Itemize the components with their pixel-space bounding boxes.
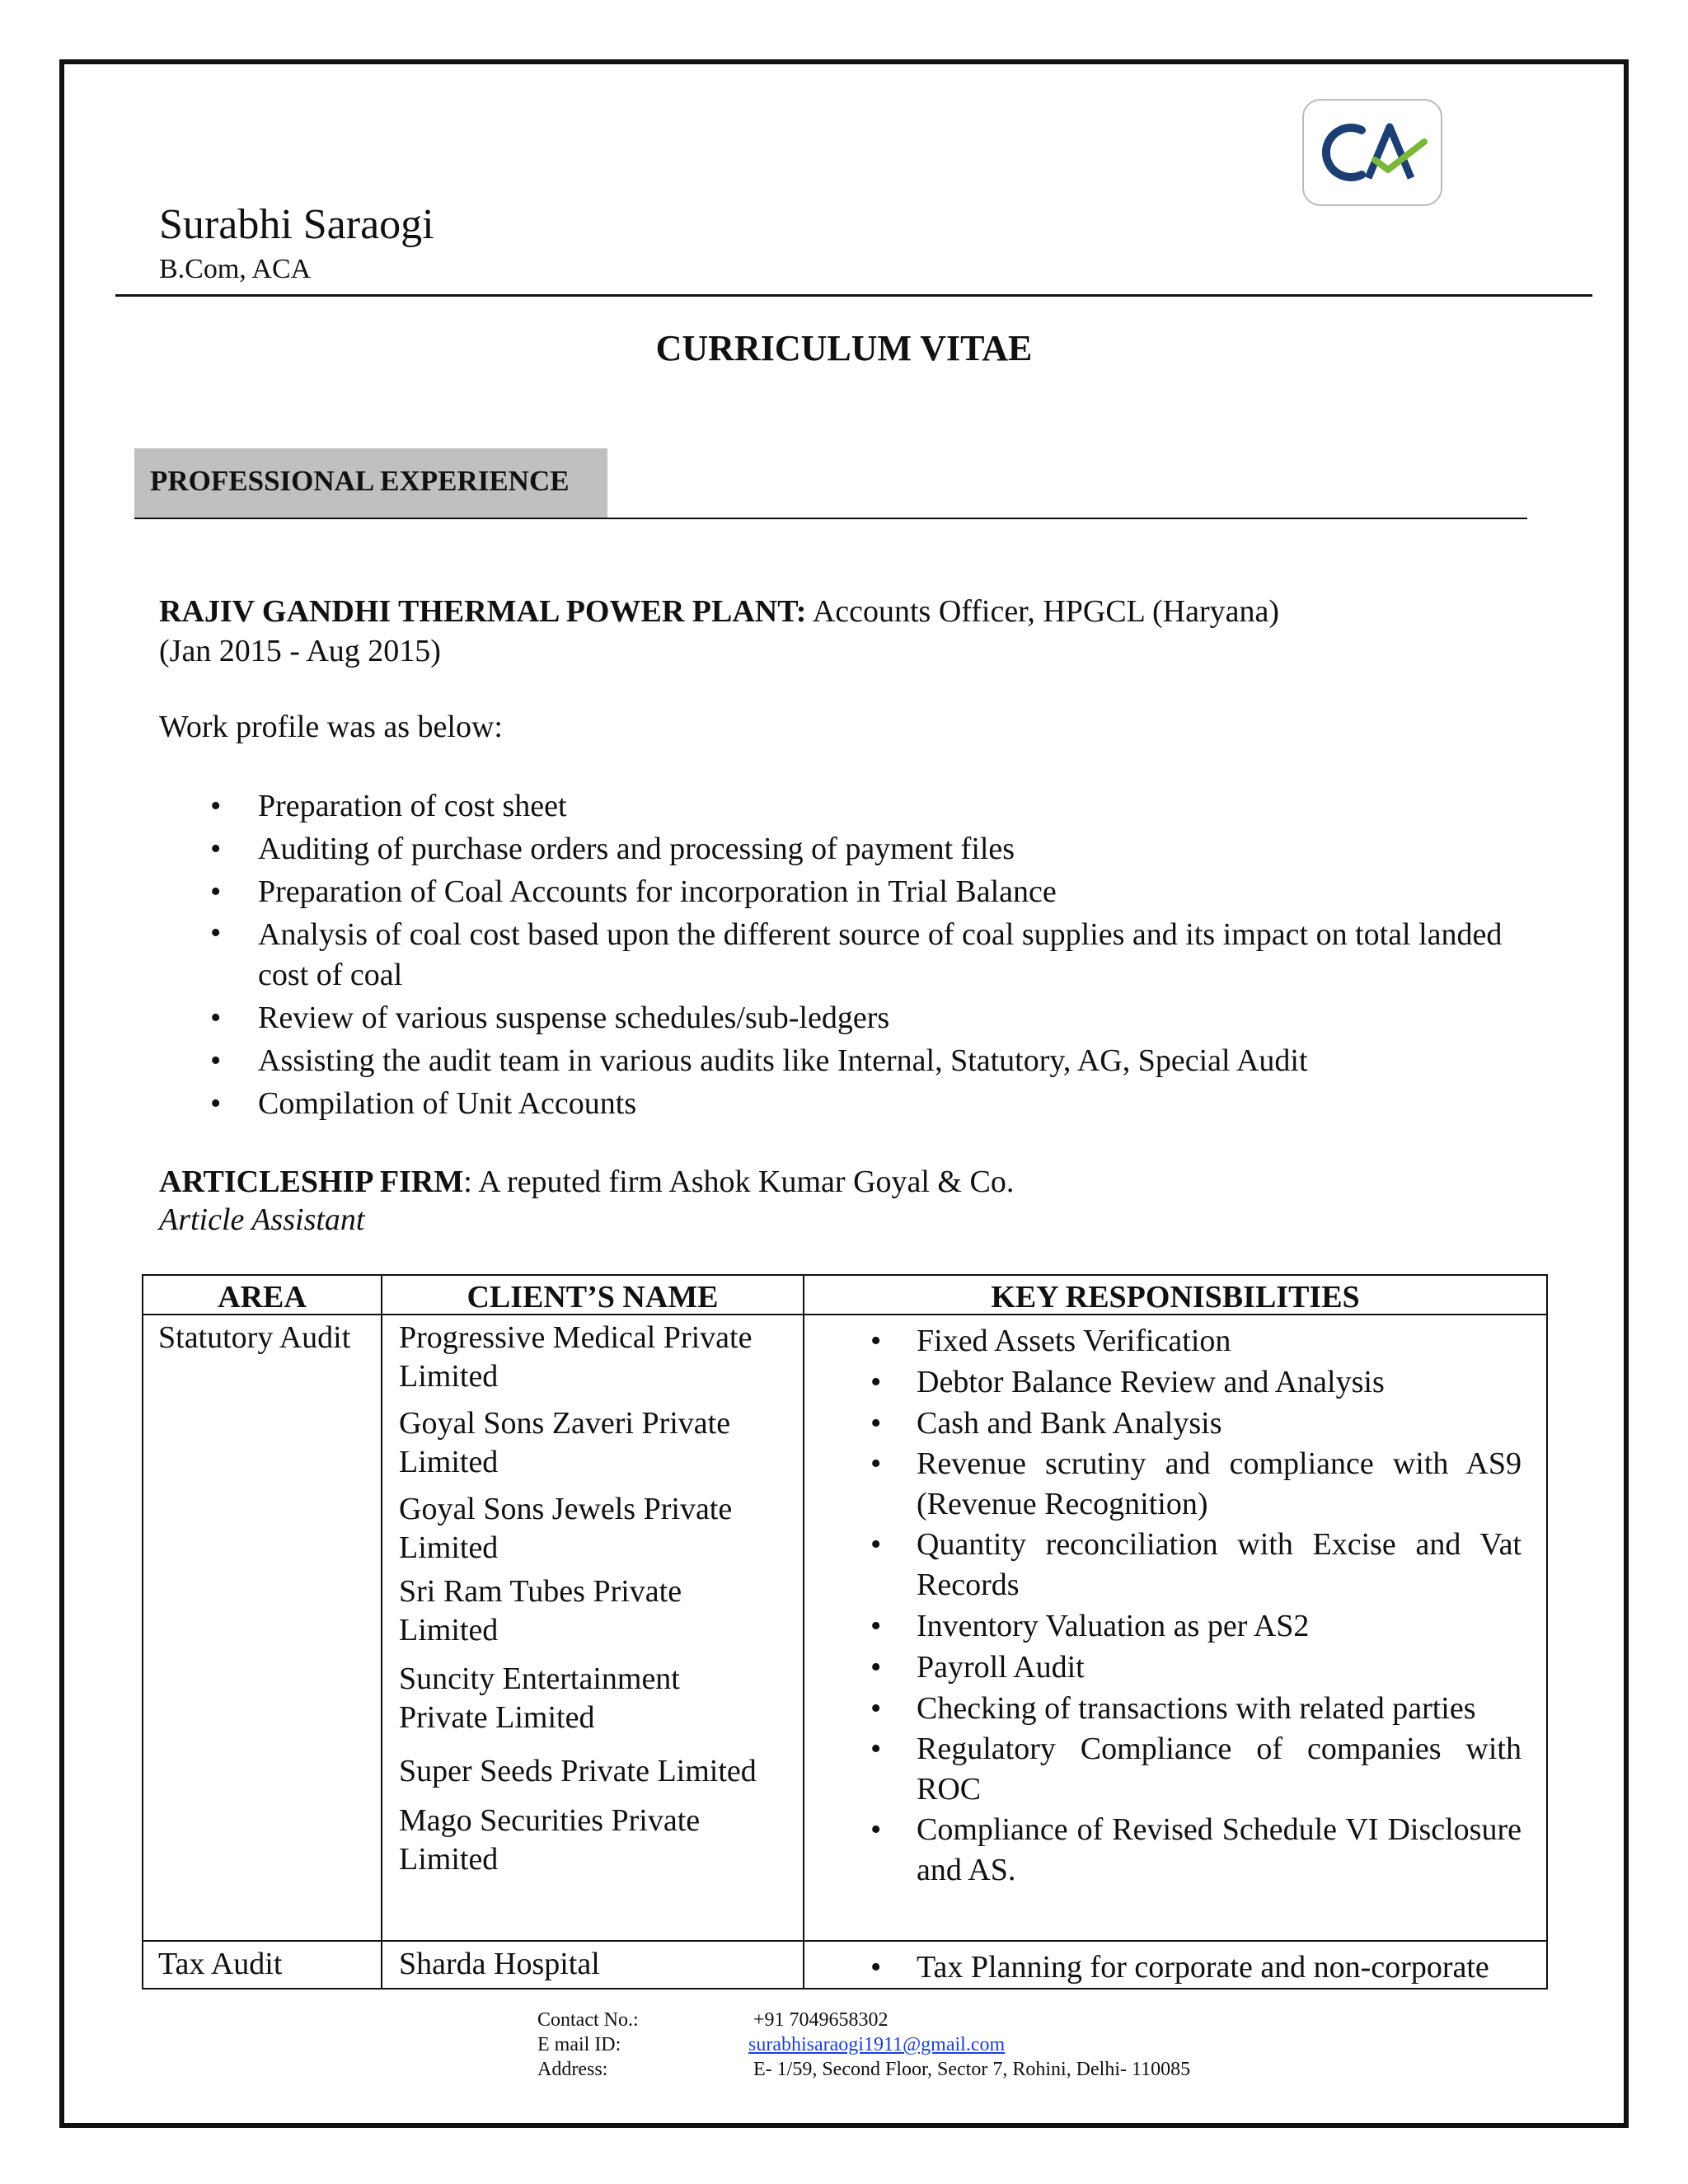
footer-address-label: Address: (537, 2059, 608, 2080)
list-item: • Assisting the audit team in various audits like Internal, Statutory, AG, Special Audit (159, 1039, 1519, 1082)
key-responsibilities-list (804, 1947, 1522, 1988)
footer-contact-value: +91 7049658302 (753, 2009, 889, 2031)
footer-contact-label: Contact No.: (537, 2009, 639, 2031)
table-row-client: Sri Ram Tubes Private Limited (399, 1574, 682, 1647)
table-row-client: Super Seeds Private Limited (399, 1754, 757, 1788)
list-item: • Revenue scrutiny and compliance with AS9 (Revenue Recognition) (804, 1444, 1522, 1525)
list-item: • Fixed Assets Verification (804, 1320, 1522, 1361)
list-item: • Checking of transactions with related parties (804, 1688, 1522, 1729)
responsibilities-table (142, 1274, 1548, 1990)
section-header-label: PROFESSIONAL EXPERIENCE (150, 465, 570, 497)
job-duties-list (159, 785, 1519, 1125)
job-intro: Work profile was as below: (159, 710, 503, 744)
table-row-client: Suncity Entertainment Private Limited (399, 1661, 680, 1735)
articleship-label: ARTICLESHIP FIRM (159, 1165, 464, 1199)
table-row-client: Goyal Sons Jewels Private Limited (399, 1492, 733, 1565)
table-row-client: Sharda Hospital (399, 1947, 600, 1981)
list-item: • Compliance of Revised Schedule VI Disclosure and AS. (804, 1810, 1522, 1891)
table-header-responsibilities: KEY RESPONISBILITIES (991, 1280, 1360, 1315)
candidate-qualification: B.Com, ACA (159, 254, 312, 284)
list-item: • Inventory Valuation as per AS2 (804, 1605, 1522, 1647)
table-row-client: Mago Securities Private Limited (399, 1803, 701, 1877)
list-item: • Cash and Bank Analysis (804, 1403, 1522, 1444)
list-item: • Preparation of cost sheet (159, 785, 1519, 827)
list-item: • Regulatory Compliance of companies with ROC (804, 1729, 1522, 1810)
list-item: • Preparation of Coal Accounts for incorporation in Trial Balance (159, 870, 1519, 913)
table-row-client: Goyal Sons Zaveri Private Limited (399, 1406, 731, 1479)
header-divider (115, 294, 1592, 297)
table-header-client: CLIENT’S NAME (467, 1280, 719, 1315)
job-period: (Jan 2015 - Aug 2015) (159, 634, 441, 668)
job-organization: RAJIV GANDHI THERMAL POWER PLANT: (159, 594, 807, 629)
table-cell-area: Tax Audit (158, 1947, 283, 1981)
list-item: • Tax Planning for corporate and non-corporate (804, 1947, 1522, 1988)
candidate-name: Surabhi Saraogi (159, 201, 434, 248)
table-row-divider (143, 1940, 1546, 1942)
articleship-heading (159, 1162, 1014, 1202)
document-title: CURRICULUM VITAE (655, 328, 1033, 368)
ca-logo (1302, 99, 1442, 206)
articleship-firm: : A reputed firm Ashok Kumar Goyal & Co. (463, 1165, 1015, 1199)
list-item: • Analysis of coal cost based upon the different source of coal supplies and its impact on total landed cost of coal (159, 913, 1519, 996)
table-column-divider (381, 1276, 382, 1988)
job-role: Accounts Officer, HPGCL (Haryana) (806, 594, 1279, 629)
table-row-client: Progressive Medical Private Limited (399, 1320, 753, 1394)
list-item: • Compilation of Unit Accounts (159, 1082, 1519, 1125)
footer-email-link[interactable]: surabhisaraogi1911@gmail.com (748, 2034, 1006, 2055)
section-divider (134, 518, 1527, 519)
list-item: • Auditing of purchase orders and processing of payment files (159, 827, 1519, 870)
table-cell-area: Statutory Audit (158, 1320, 351, 1355)
key-responsibilities-list (804, 1320, 1522, 1891)
list-item: • Quantity reconciliation with Excise and Vat Records (804, 1525, 1522, 1605)
articleship-role: Article Assistant (159, 1202, 365, 1237)
footer-address-value: E- 1/59, Second Floor, Sector 7, Rohini, Delhi- 110085 (753, 2059, 1191, 2080)
list-item: • Review of various suspense schedules/sub-ledgers (159, 996, 1519, 1039)
list-item: • Payroll Audit (804, 1647, 1522, 1688)
job-heading (159, 592, 1279, 631)
footer-email-label: E mail ID: (537, 2034, 621, 2055)
table-header-area: AREA (218, 1280, 307, 1315)
list-item: • Debtor Balance Review and Analysis (804, 1361, 1522, 1403)
